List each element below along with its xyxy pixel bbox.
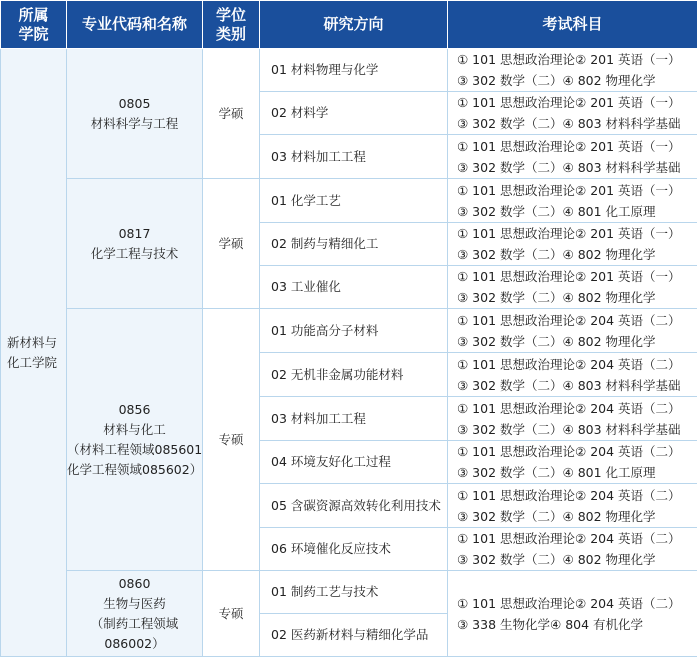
exam-cell	[448, 179, 697, 223]
college-line: 新材料与	[7, 333, 66, 353]
direction-cell: 01 化学工艺	[260, 179, 448, 223]
header-degree: 学位 类别	[203, 1, 260, 49]
direction-cell: 01 材料物理与化学	[260, 49, 448, 92]
direction-cell: 06 环境催化反应技术	[260, 528, 448, 571]
degree-cell: 学硕	[203, 179, 260, 309]
degree-cell: 学硕	[203, 49, 260, 179]
direction-cell: 02 制药与精细化工	[260, 223, 448, 266]
exam-line: ③ 302 数学（二）④ 801 化工原理	[457, 462, 697, 483]
college-cell	[1, 49, 67, 657]
table-body	[1, 49, 697, 657]
college-line: 化工学院	[7, 353, 66, 373]
exam-cell	[448, 223, 697, 266]
major-line: 086002）	[67, 634, 202, 654]
direction-cell: 01 功能高分子材料	[260, 309, 448, 353]
major-line: 0860	[67, 574, 202, 594]
exam-cell	[448, 49, 697, 92]
exam-line: ① 101 思想政治理论② 204 英语（二）	[457, 354, 697, 375]
degree-cell: 专硕	[203, 309, 260, 571]
exam-line: ① 101 思想政治理论② 201 英语（一）	[457, 136, 697, 157]
exam-line: ① 101 思想政治理论② 201 英语（一）	[457, 180, 697, 201]
exam-line: ① 101 思想政治理论② 204 英语（二）	[457, 528, 697, 549]
direction-cell: 04 环境友好化工过程	[260, 441, 448, 484]
exam-line: ③ 302 数学（二）④ 802 物理化学	[457, 331, 697, 352]
exam-line: ③ 302 数学（二）④ 802 物理化学	[457, 70, 697, 91]
exam-cell	[448, 353, 697, 397]
exam-line: ① 101 思想政治理论② 201 英语（一）	[457, 266, 697, 287]
major-line: 化学工程与技术	[67, 244, 202, 264]
major-cell	[67, 49, 203, 179]
direction-cell: 03 材料加工工程	[260, 135, 448, 179]
exam-line: ③ 302 数学（二）④ 802 物理化学	[457, 549, 697, 570]
table-row	[1, 179, 697, 223]
exam-line: ③ 302 数学（二）④ 803 材料科学基础	[457, 157, 697, 178]
major-line: 0817	[67, 224, 202, 244]
exam-line: ① 101 思想政治理论② 201 英语（一）	[457, 223, 697, 244]
exam-cell	[448, 266, 697, 309]
header-college: 所属 学院	[1, 1, 67, 49]
direction-cell: 05 含碳资源高效转化利用技术	[260, 484, 448, 528]
exam-line: ① 101 思想政治理论② 204 英语（二）	[457, 310, 697, 331]
header-row	[1, 1, 697, 49]
major-line: 材料与化工	[67, 420, 202, 440]
direction-cell: 01 制药工艺与技术	[260, 571, 448, 614]
exam-line: ① 101 思想政治理论② 201 英语（一）	[457, 49, 697, 70]
exam-line: ③ 302 数学（二）④ 803 材料科学基础	[457, 375, 697, 396]
exam-cell	[448, 309, 697, 353]
exam-line: ① 101 思想政治理论② 204 英语（二）	[457, 441, 697, 462]
exam-line: ③ 302 数学（二）④ 803 材料科学基础	[457, 113, 697, 134]
exam-line: ③ 302 数学（二）④ 802 物理化学	[457, 506, 697, 527]
exam-cell	[448, 571, 697, 657]
major-cell	[67, 309, 203, 571]
degree-cell: 专硕	[203, 571, 260, 657]
direction-cell: 02 材料学	[260, 92, 448, 135]
table-row	[1, 49, 697, 92]
exam-line: ③ 302 数学（二）④ 802 物理化学	[457, 244, 697, 265]
major-line: 化学工程领域085602）	[67, 460, 202, 480]
direction-cell: 02 无机非金属功能材料	[260, 353, 448, 397]
major-line: 生物与医药	[67, 594, 202, 614]
exam-cell	[448, 484, 697, 528]
exam-line: ③ 302 数学（二）④ 803 材料科学基础	[457, 419, 697, 440]
exam-line: ① 101 思想政治理论② 201 英语（一）	[457, 92, 697, 113]
exam-cell	[448, 397, 697, 441]
header-direction: 研究方向	[260, 1, 448, 49]
major-line: 0805	[67, 94, 202, 114]
major-line: （材料工程领域085601	[67, 440, 202, 460]
direction-cell: 03 工业催化	[260, 266, 448, 309]
major-cell	[67, 179, 203, 309]
exam-line: ③ 302 数学（二）④ 802 物理化学	[457, 287, 697, 308]
exam-line: ③ 302 数学（二）④ 801 化工原理	[457, 201, 697, 222]
direction-cell: 02 医药新材料与精细化学品	[260, 614, 448, 657]
exam-line: ① 101 思想政治理论② 204 英语（二）	[457, 485, 697, 506]
header-exam: 考试科目	[448, 1, 697, 49]
direction-cell: 03 材料加工工程	[260, 397, 448, 441]
major-cell	[67, 571, 203, 657]
exam-cell	[448, 135, 697, 179]
major-line: 0856	[67, 400, 202, 420]
exam-cell	[448, 92, 697, 135]
header-major: 专业代码和名称	[67, 1, 203, 49]
exam-line: ③ 338 生物化学④ 804 有机化学	[457, 614, 697, 635]
table-row	[1, 571, 697, 614]
exam-cell	[448, 528, 697, 571]
major-line: 材料科学与工程	[67, 114, 202, 134]
major-line: （制药工程领域	[67, 614, 202, 634]
table-row	[1, 309, 697, 353]
exam-line: ① 101 思想政治理论② 204 英语（二）	[457, 593, 697, 614]
exam-line: ① 101 思想政治理论② 204 英语（二）	[457, 398, 697, 419]
exam-cell	[448, 441, 697, 484]
